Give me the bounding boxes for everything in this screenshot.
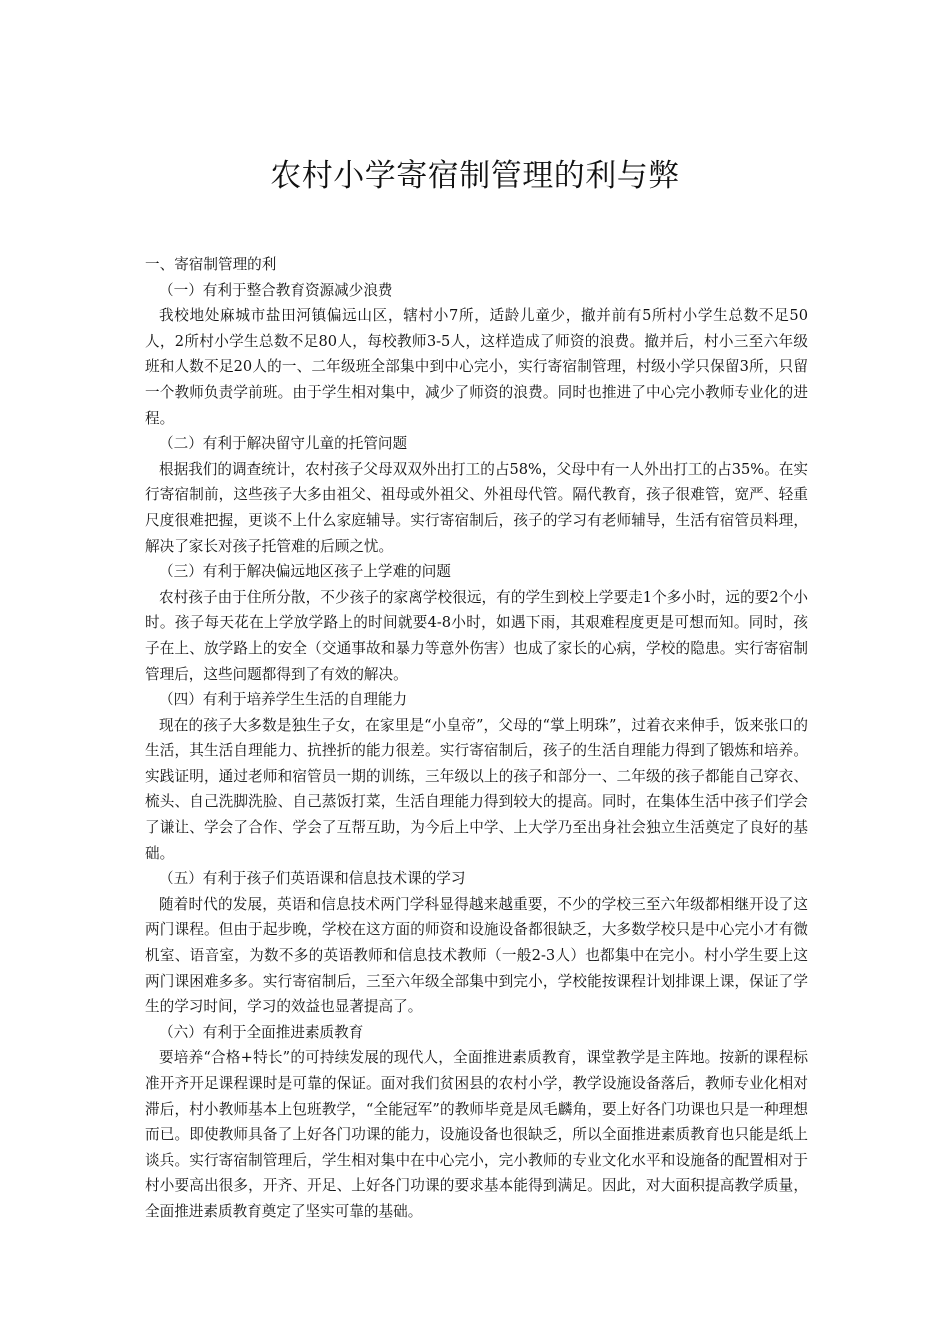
subsection-1 bbox=[145, 278, 808, 432]
subsection-paragraph: 我校地处麻城市盐田河镇偏远山区，辖村小7所，适龄儿童少，撤并前有5所村小学生总数不足50人，2所村小学生总数不足80人，每校教师3-5人，这样造成了师资的浪费。撤并后，村小三至六年级班和人数不足20人的一、二年级班全部集中到中心完小，实行寄宿制管理，村级小学只保留3所，只留一个教师负责学前班。由于学生相对集中，减少了师资的浪费。同时也推进了中心完小教师专业化的进程。 bbox=[145, 307, 808, 427]
subsection-paragraph: 随着时代的发展，英语和信息技术两门学科显得越来越重要，不少的学校三至六年级都相继开设了这两门课程。但由于起步晚，学校在这方面的师资和设施设备都很缺乏，大多数学校只是中心完小才有微机室、语音室，为数不多的英语教师和信息技术教师（一般2-3人）也都集中在完小。村小学生要上这两门课困难多多。实行寄宿制后，三至六年级全部集中到完小，学校能按课程计划排课上课，保证了学生的学习时间，学习的效益也显著提高了。 bbox=[145, 895, 808, 1016]
subsection-6 bbox=[145, 1020, 808, 1225]
subsection-2 bbox=[145, 431, 808, 559]
section-heading: 一、寄宿制管理的利 bbox=[145, 256, 277, 273]
subsection-paragraph: 现在的孩子大多数是独生子女，在家里是“小皇帝”，父母的“掌上明珠”，过着衣来伸手，饭来张口的生活，其生活自理能力、抗挫折的能力很差。实行寄宿制后，孩子的生活自理能力得到了锻炼和培养。实践证明，通过老师和宿管员一期的训练，三年级以上的孩子和部分一、二年级的孩子都能自己穿衣、梳头、自己洗脚洗脸、自己蒸饭打菜，生活自理能力得到较大的提高。同时，在集体生活中孩子们学会了谦让、学会了合作、学会了互帮互助，为今后上中学、上大学乃至出身社会独立生活奠定了良好的基础。 bbox=[145, 716, 808, 862]
subsection-4 bbox=[145, 687, 808, 866]
subsection-heading: （二）有利于解决留守儿童的托管问题 bbox=[159, 435, 408, 453]
subsection-3 bbox=[145, 559, 808, 687]
subsection-heading: （三）有利于解决偏远地区孩子上学难的问题 bbox=[159, 563, 451, 581]
subsection-heading: （六）有利于全面推进素质教育 bbox=[159, 1023, 364, 1041]
subsection-heading: （五）有利于孩子们英语课和信息技术课的学习 bbox=[159, 870, 466, 888]
subsection-heading: （一）有利于整合教育资源减少浪费 bbox=[159, 281, 393, 299]
subsection-heading: （四）有利于培养学生生活的自理能力 bbox=[159, 691, 408, 709]
subsection-paragraph: 要培养“合格+特长”的可持续发展的现代人，全面推进素质教育，课堂教学是主阵地。按新的课程标准开齐开足课程课时是可靠的保证。面对我们贫困县的农村小学，教学设施设备落后，教师专业化相对滞后，村小教师基本上包班教学，“全能冠军”的教师毕竟是凤毛麟角，要上好各门功课也只是一种理想而已。即使教师具备了上好各门功课的能力，设施设备也很缺乏，所以全面推进素质教育也只能是纸上谈兵。实行寄宿制管理后，学生相对集中在中心完小，完小教师的专业文化水平和设施备的配置相对于村小要高出很多，开齐、开足、上好各门功课的要求基本能得到满足。因此，对大面积提高教学质量，全面推进素质教育奠定了坚实可靠的基础。 bbox=[145, 1049, 808, 1220]
subsection-paragraph: 根据我们的调查统计，农村孩子父母双双外出打工的占58%，父母中有一人外出打工的占35%。在实行寄宿制前，这些孩子大多由祖父、祖母或外祖父、外祖母代管。隔代教育，孩子很难管，宽严、轻重尺度很难把握，更谈不上什么家庭辅导。实行寄宿制后，孩子的学习有老师辅导，生活有宿管员料理，解决了家长对孩子托管难的后顾之忧。 bbox=[145, 460, 808, 555]
document-title: 农村小学寄宿制管理的利与弊 bbox=[270, 158, 680, 194]
document-body bbox=[145, 252, 808, 1225]
subsection-5 bbox=[145, 866, 808, 1020]
subsection-paragraph: 农村孩子由于住所分散，不少孩子的家离学校很远，有的学生到校上学要走1个多小时，远的要2个小时。孩子每天花在上学放学路上的时间就要4-8小时，如遇下雨，其艰难程度更是可想而知。同时，孩子在上、放学路上的安全（交通事故和暴力等意外伤害）也成了家长的心病，学校的隐患。实行寄宿制管理后，这些问题都得到了有效的解决。 bbox=[145, 588, 808, 683]
